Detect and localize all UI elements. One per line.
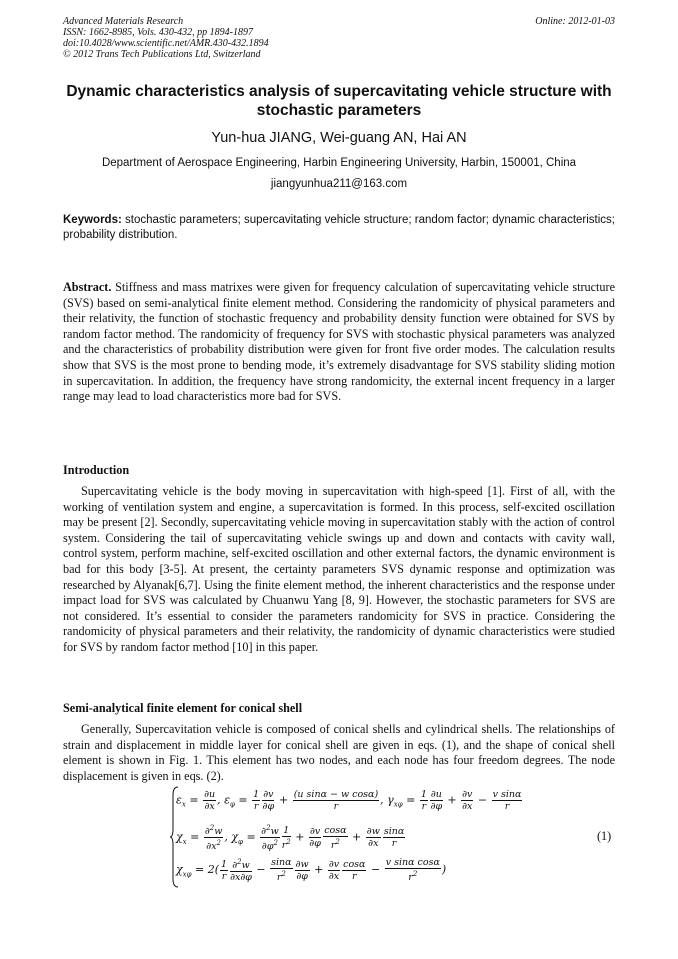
affiliation: Department of Aerospace Engineering, Harbin Engineering University, Harbin, 150001, China <box>101 157 577 169</box>
introduction-text: Supercavitating vehicle is the body moving in supercavitation with high-speed [1]. First of all, with the working of ventilation system and engine, a supercavitation is formed. In this process, self-excited oscillation may be present [2]. Secondly, supercavitating vehicle moving in supercavitation stably with the action of control system. Considering the tail of supercavitating vehicle swings up and down and contacts with cavity wall, control system, perform machine, self-excited oscillation and other external factors, the dynamic environment is bad for this body [3-5]. At present, the certainty parameters SVS dynamic response and optimization was researched by Alyanak[6,7]. Using the finite element method, the inherent characteristics and the response under impact load for SVS was calculated by Chuanwu Yang [8, 9]. However, the stochastic parameters for SVS are not considered. It’s essential to consider the parameters randomicity for SVS in practice. Considering the randomicity of physical parameters and their relativity, the randomicity of dynamic characteristics were studied for SVS by random factor method [10] in this paper. <box>63 484 615 654</box>
abstract-text: Stiffness and mass matrixes were given for frequency calculation of supercavitating vehicle structure (SVS) based on semi-analytical finite element method. Considering the randomicity of physical parameters and their relativity, the function of stochastic frequency and probability density function were obtained for SVS by random factor method. The randomicity of frequency for SVS with stochastic physical parameters was analyzed and the characteristics of probability distribution were given for front five order modes. The calculation results show that SVS is the most prone to bending mode, it’s extremely disadvantage for SVS stability sliding motion in supercavitation. In addition, the frequency have strong randomicity, the external incent frequency in a larger range may lead to load characteristics more bad for SVS. <box>63 280 615 404</box>
introduction-heading: Introduction <box>63 463 130 477</box>
keywords-text: stochastic parameters; supercavitating vehicle structure; random factor; dynamic characteristics; probability distribution. <box>63 214 615 241</box>
journal-doi: doi:10.4028/www.scientific.net/AMR.430-432.1894 <box>63 38 269 49</box>
equation-row-3: $\chi_{x\varphi} = 2$( $\frac{1}{r}$ $\frac{\partial^2w}{\partial x\partial\varphi}$ − $\frac{\sin\alpha}{r^2}$ $\frac{\partial w}{\partial\varphi}$ + $\frac{\partial v}{\partial x}$ $\frac{\cos\alpha}{r}$ − $\frac{\text{v sinα cosα}}{r^2}$ ) <box>176 857 447 884</box>
authors: Yun-hua JIANG, Wei-guang AN, Hai AN <box>211 130 467 146</box>
online-date: Online: 2012-01-03 <box>535 16 615 27</box>
journal-copyright: © 2012 Trans Tech Publications Ltd, Switzerland <box>63 49 261 60</box>
section-heading-semi-analytical: Semi-analytical finite element for conical shell <box>63 701 303 715</box>
keywords-label: Keywords: <box>63 214 122 226</box>
abstract-label: Abstract. <box>63 280 112 294</box>
equation-number: (1) <box>597 829 612 843</box>
journal-header <box>63 16 269 60</box>
equation-row-2: $\chi_x$ = $\frac{\partial^2w}{\partial x^2}$ , $\chi_\varphi$ = $\frac{\partial^2w}{\partial\varphi^2}$ $\frac{1}{r^2}$ + $\frac{\partial v}{\partial\varphi}$ $\frac{\cos\alpha}{r^2}$ + $\frac{\partial w}{\partial x}$ $\frac{\sin\alpha}{r}$ <box>176 824 405 853</box>
equation-row-1: $\varepsilon_x$ = $\frac{\partial u}{\partial x}$ , $\varepsilon_\varphi$ = $\frac{1}{r}$ $\frac{\partial v}{\partial\varphi}$ + $\frac{\text{(u sinα − w cosα)}}{r}$ , $\gamma_{x\varphi}$ = $\frac{1}{r}$ $\frac{\partial u}{\partial\varphi}$ + $\frac{\partial v}{\partial x}$ − $\frac{\text{v sinα}}{r}$ <box>176 789 522 812</box>
keywords <box>63 213 615 243</box>
journal-name: Advanced Materials Research <box>63 16 184 27</box>
section-text-semi-analytical: Generally, Supercavitation vehicle is composed of conical shells and cylindrical shells. The relationships of strain and displacement in middle layer for conical shell are given in eqs. (1), and the shape of conical shell element is shown in Fig. 1. This element has two nodes, and each node has four freedom degrees. The node displacement is given in eqs. (2). <box>63 722 615 783</box>
abstract <box>63 280 615 405</box>
journal-issn: ISSN: 1662-8985, Vols. 430-432, pp 1894-1897 <box>63 27 253 38</box>
strain-displacement-equation <box>170 785 522 889</box>
paper-title: Dynamic characteristics analysis of supercavitating vehicle structure with stochastic parameters <box>66 83 612 119</box>
author-email[interactable]: jiangyunhua211@163.com <box>270 178 408 190</box>
